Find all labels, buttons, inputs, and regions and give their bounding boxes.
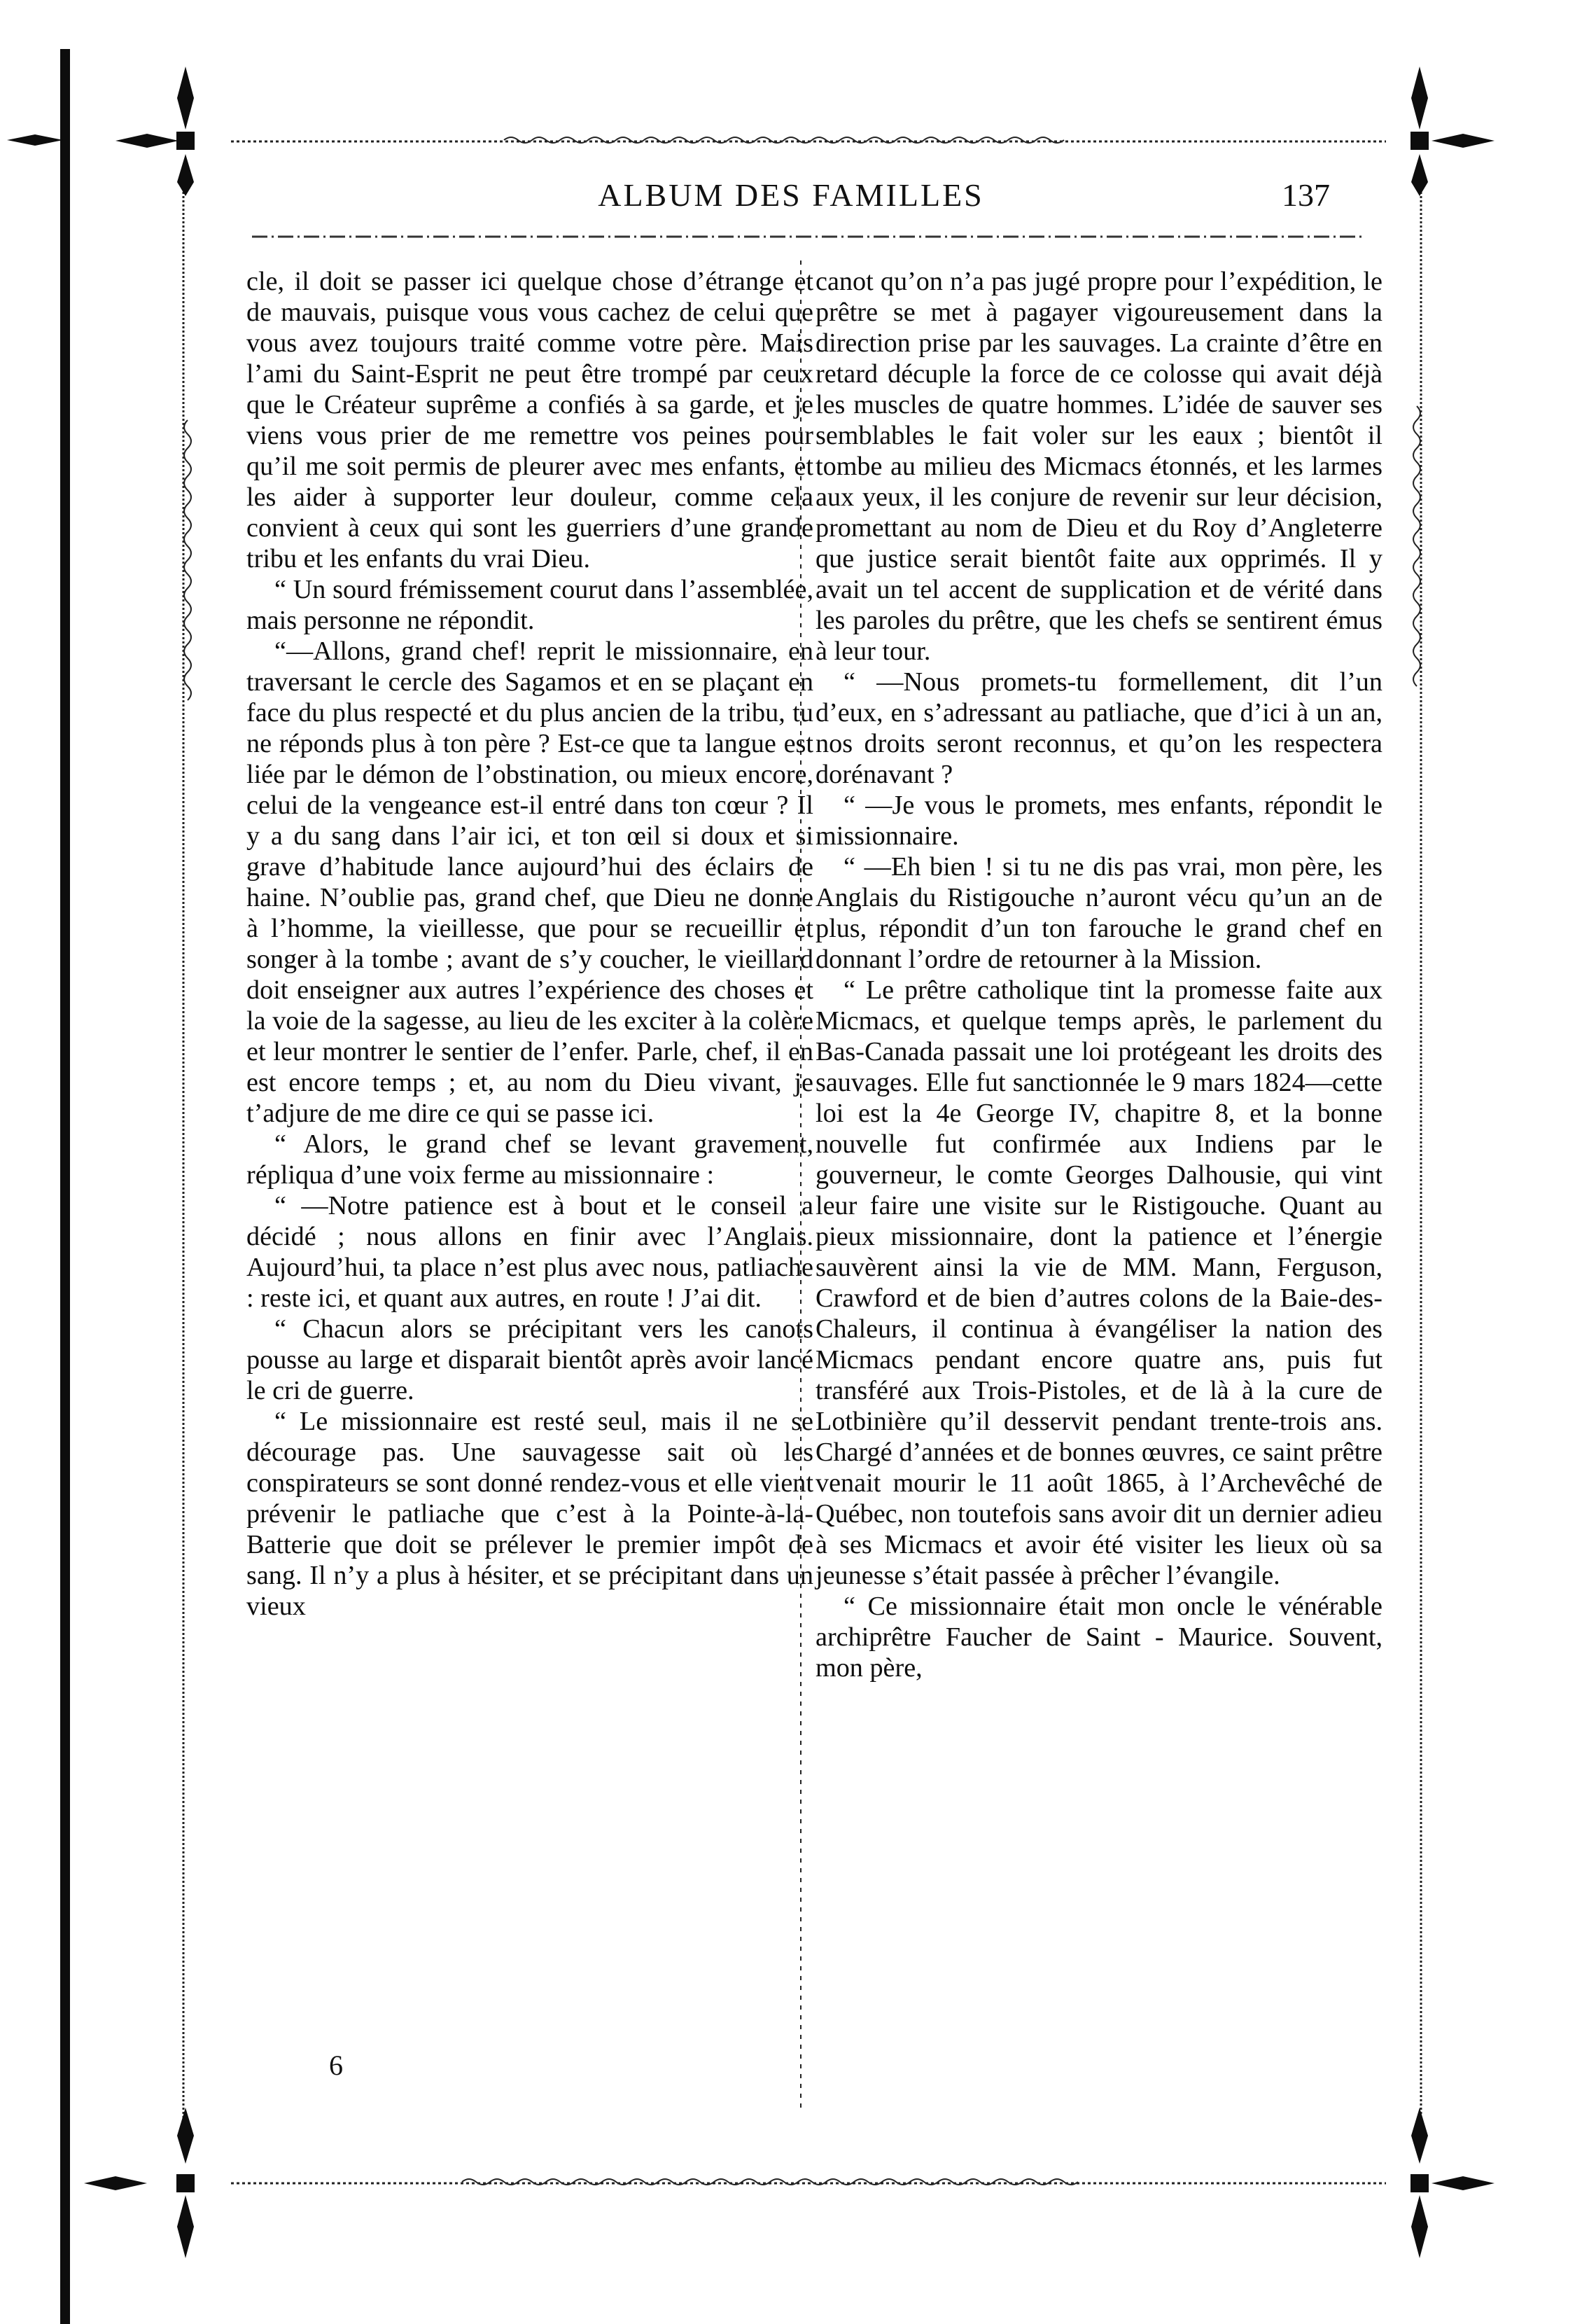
- paragraph: “ Chacun alors se précipitant vers les canots pousse au large et disparait bientôt après avoir lancé le cri de guerre.: [246, 1314, 813, 1405]
- running-title: ALBUM DES FAMILLES: [598, 177, 984, 213]
- paragraph: “—Allons, grand chef! reprit le missionnaire, en traversant le cercle des Sagamos et en se plaçant en face du plus respecté et du plus ancien de la tribu, tu ne réponds plus à ton père ? Est-ce que ta langue est liée par le démon de l’obstination, ou mieux encore, celui de la vengeance est-il entré dans ton cœur ? Il y a du sang dans l’air ici, et ton œil si doux et si grave d’habitude lance aujourd’hui des éclairs de haine. N’oublie pas, grand chef, que Dieu ne donne à l’homme, la vieillesse, que pour se recueillir et songer à la tombe ; avant de s’y coucher, le vieillard doit enseigner aux autres l’expérience des choses et la voie de la sagesse, au lieu de les exciter à la colère et leur montrer le sentier de l’enfer. Parle, chef, il en est encore temps ; et, au nom du Dieu vivant, je t’adjure de me dire ce qui se passe ici.: [246, 636, 813, 1128]
- paragraph: “ —Nous promets-tu formellement, dit l’un d’eux, en s’adressant au patliache, que d’ici à un an, nos droits seront reconnus, et qu’on les respectera dorénavant ?: [816, 667, 1382, 789]
- paragraph: “ Ce missionnaire était mon oncle le vénérable archiprêtre Faucher de Saint - Maurice. Souvent, mon père,: [816, 1592, 1382, 1683]
- paragraph: “ —Je vous le promets, mes enfants, répondit le missionnaire.: [816, 791, 1382, 851]
- page-number: 137: [1282, 177, 1330, 213]
- paragraph: “ Alors, le grand chef se levant gravement, répliqua d’une voix ferme au missionnaire :: [246, 1129, 813, 1190]
- paragraph: “ Le missionnaire est resté seul, mais il ne se décourage pas. Une sauvagesse sait où les conspirateurs se sont donné rendez-vous et elle vient prévenir le patliache que c’est à la Pointe-à-la-Batterie que doit se prélever le premier impôt de sang. Il n’y a plus à hésiter, et se précipitant dans un vieux: [246, 1407, 813, 1621]
- paragraph: “ Le prêtre catholique tint la promesse faite aux Micmacs, et quelque temps après, le parlement du Bas-Canada passait une loi protégeant les droits des sauvages. Elle fut sanctionnée le 9 mars 1824—cette loi est la 4e George IV, chapitre 8, et la bonne nouvelle fut confirmée aux Indiens par le gouverneur, le comte Georges Dalhousie, qui vint leur faire une visite sur le Ristigouche. Quant au pieux missionnaire, dont la patience et l’énergie sauvèrent ainsi la vie de MM. Mann, Ferguson, Crawford et de bien d’autres colons de la Baie-des-Chaleurs, il continua à évangéliser la nation des Micmacs pendant encore quatre ans, puis fut transféré aux Trois-Pistoles, et de là à la cure de Lotbinière qu’il desservit pendant trente-trois ans. Chargé d’années et de bonnes œuvres, ce saint prêtre venait mourir le 11 août 1865, à l’Archevêché de Québec, non toutefois sans avoir dit un dernier adieu à ses Micmacs et avoir été visiter les lieux où sa jeunesse s’était passée à prêcher l’évangile.: [816, 975, 1382, 1590]
- paragraph: “ —Eh bien ! si tu ne dis pas vrai, mon père, les Anglais du Ristigouche n’auront vécu qu’un an de plus, répondit d’un ton farouche le grand chef en donnant l’ordre de retourner à la Mission.: [816, 852, 1382, 974]
- paragraph: “ —Notre patience est à bout et le conseil a décidé ; nous allons en finir avec l’Anglais. Aujourd’hui, ta place n’est plus avec nous, patliache : reste ici, et quant aux autres, en route ! J’ai dit.: [246, 1191, 813, 1313]
- paragraph: canot qu’on n’a pas jugé propre pour l’expédition, le prêtre se met à pagayer vigoureusement dans la direction prise par les sauvages. La crainte d’être en retard décuple la force de ce colosse qui avait déjà les muscles de quatre hommes. L’idée de sauver ses semblables le fait voler sur les eaux ; bientôt il tombe au milieu des Micmacs étonnés, et les larmes aux yeux, il les conjure de revenir sur leur décision, promettant au nom de Dieu et du Roy d’Angleterre que justice serait bientôt faite aux opprimés. Il y avait un tel accent de supplication et de vérité dans les paroles du prêtre, que les chefs se sentirent émus à leur tour.: [816, 267, 1382, 666]
- paragraph: cle, il doit se passer ici quelque chose d’étrange et de mauvais, puisque vous vous cachez de celui que vous avez toujours traité comme votre père. Mais l’ami du Saint-Esprit ne peut être trompé par ceux que le Créateur suprême a confiés à sa garde, et je viens vous prier de me remettre vos peines pour qu’il me soit permis de pleurer avec mes enfants, et les aider à supporter leur douleur, comme cela convient à ceux qui sont les guerriers d’une grande tribu et les enfants du vrai Dieu.: [246, 267, 813, 573]
- right-column: [816, 266, 1382, 1683]
- paragraph: “ Un sourd frémissement courut dans l’assemblée, mais personne ne répondit.: [246, 575, 813, 635]
- left-column: [246, 266, 813, 1622]
- signature-mark: 6: [329, 2050, 343, 2081]
